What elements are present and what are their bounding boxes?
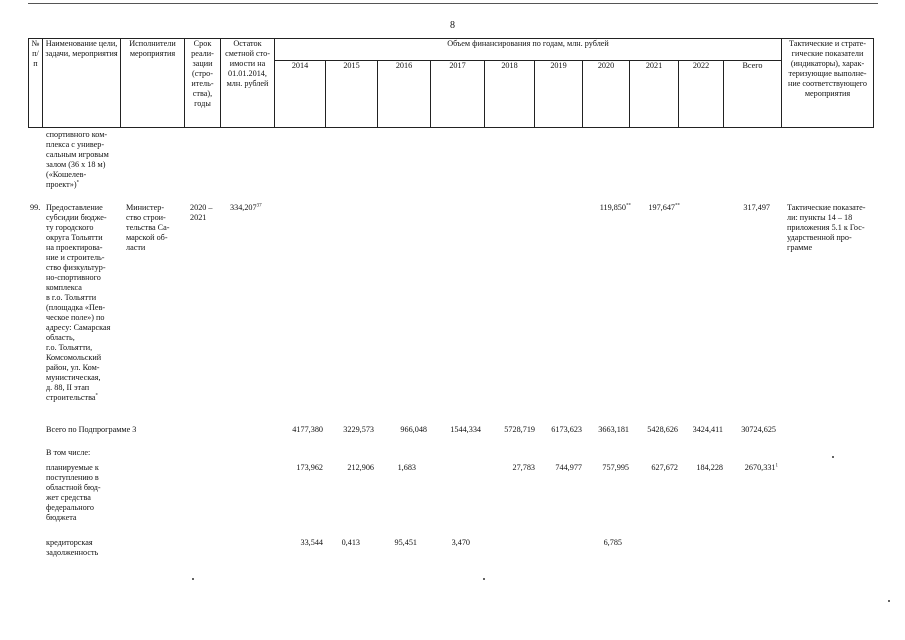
row-99-2020: 119,850**: [599, 203, 631, 212]
header-num: № п/п: [29, 39, 43, 128]
planned-2022: 184,228: [696, 463, 723, 472]
scan-speck: [832, 456, 834, 458]
total-2016: 966,048: [400, 425, 427, 434]
planned-2019: 744,977: [555, 463, 582, 472]
planned-name: планируемые к поступлению в областной бюд- жет средства федерального бюджета: [46, 463, 101, 522]
row-99-remainder: 334,207$^{37}$: [230, 203, 262, 212]
header-year: 2022: [679, 61, 724, 128]
planned-2021: 627,672: [651, 463, 678, 472]
top-rule: [28, 3, 878, 4]
header-year: 2015: [326, 61, 378, 128]
row-99-2021: 197,647**: [648, 203, 680, 212]
header-name: Наименование цели, задачи, мероприятия: [43, 39, 121, 128]
planned-total: 2670,331$^1$: [744, 463, 778, 472]
header-year-total: Всего: [724, 61, 782, 128]
planned-2020: 757,995: [602, 463, 629, 472]
total-2019: 6173,623: [551, 425, 582, 434]
header-table: [28, 38, 874, 128]
incl-label: В том числе:: [46, 448, 91, 457]
header-funding: Объем финансирования по годам, млн. рублей: [275, 39, 782, 61]
header-year: 2020: [583, 61, 630, 128]
total-2022: 3424,411: [692, 425, 723, 434]
total-2018: 5728,719: [504, 425, 535, 434]
header-indicators: Тактические и страте-гические показатели (индикаторы), харак-теризующие выполне-ние соответствующего мероприятия: [782, 39, 874, 128]
total-2015: 3229,573: [343, 425, 374, 434]
credit-2015: 0,413: [341, 538, 360, 547]
scan-speck: [483, 578, 485, 580]
header-year: 2021: [630, 61, 679, 128]
planned-2015: 212,906: [347, 463, 374, 472]
header-year: 2018: [485, 61, 535, 128]
header-year: 2016: [378, 61, 431, 128]
planned-2014: 173,962: [296, 463, 323, 472]
total-2021: 5428,626: [647, 425, 678, 434]
credit-2020: 6,785: [603, 538, 622, 547]
row-99-executors: Министер- ство строи- тельства Са- марской об- ласти: [126, 203, 170, 252]
header-year: 2017: [431, 61, 485, 128]
header-executors: Исполнители мероприятия: [121, 39, 185, 128]
total-2014: 4177,380: [292, 425, 323, 434]
row-cont-name: спортивного ком- плекса с универ- сальным игровым залом (36 х 18 м) («Кошелев- проект»)*: [46, 130, 109, 189]
row-99-term: 2020 – 2021: [190, 203, 213, 222]
planned-2018: 27,783: [512, 463, 535, 472]
scan-speck: [888, 600, 890, 602]
header-term: Срок реали-зации (стро-итель-ства), годы: [185, 39, 221, 128]
total-label: Всего по Подпрограмме 3: [46, 425, 137, 434]
planned-2016: 1,683: [397, 463, 416, 472]
credit-2016: 95,451: [394, 538, 417, 547]
total-2020: 3663,181: [598, 425, 629, 434]
total-all: 30724,625: [741, 425, 776, 434]
row-99-total: 317,497: [743, 203, 770, 212]
row-99-num: 99.: [30, 203, 41, 212]
scan-speck: [192, 578, 194, 580]
credit-name: кредиторская задолженность: [46, 538, 99, 557]
header-year: 2019: [535, 61, 583, 128]
page-number: 8: [450, 20, 455, 31]
credit-2014: 33,544: [300, 538, 323, 547]
row-99-indicators: Тактические показате- ли: пункты 14 – 18 приложения 5.1 к Гос- ударственной про- грамме: [787, 203, 866, 252]
header-remainder: Остаток сметной сто-имости на 01.01.2014, млн. рублей: [221, 39, 275, 128]
total-2017: 1544,334: [450, 425, 481, 434]
credit-2017: 3,470: [451, 538, 470, 547]
header-year: 2014: [275, 61, 326, 128]
row-99-name: Предоставление субсидии бюдже- ту городского округа Тольятти на проектирова- ние и строитель- ство физкультур- но-спортивного комплекса в г.о. Тольятти (площадка «Пев- ческое поле») по адресу: Самарская область, г.о. Тольятти, Комсомольский район, ул. Ком- мунистическая, д. 88, II этап строительства*: [46, 203, 111, 402]
